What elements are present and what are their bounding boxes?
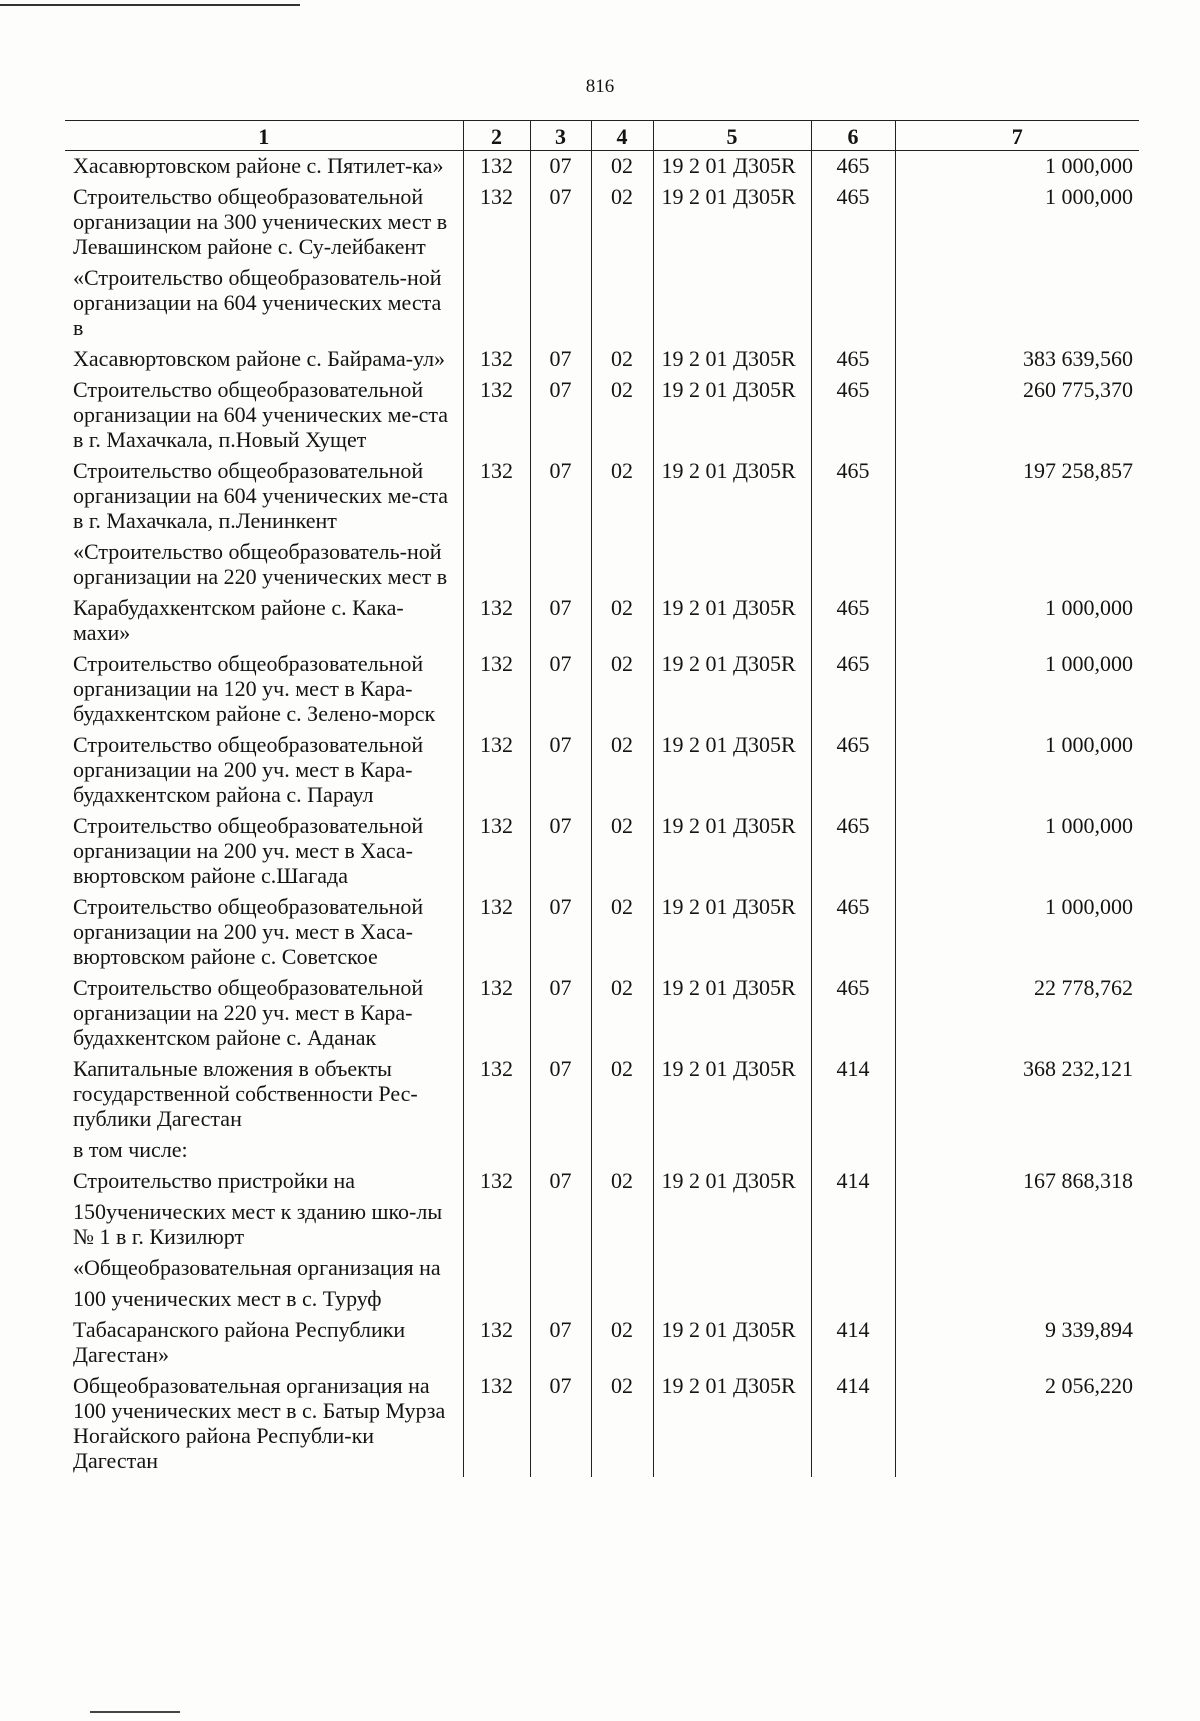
section-cell: 07 (530, 375, 591, 456)
expense-type-cell (811, 1135, 895, 1166)
amount-cell: 1 000,000 (895, 730, 1139, 811)
amount-cell: 1 000,000 (895, 182, 1139, 263)
code-cell: 132 (463, 1315, 530, 1371)
target-article-cell: 19 2 01 Д305R (653, 1315, 811, 1371)
target-article-cell (653, 263, 811, 344)
item-name-cell: Карабудахкентском районе с. Кака-махи» (65, 593, 463, 649)
expense-type-cell: 465 (811, 151, 895, 183)
subsection-cell: 02 (591, 456, 653, 537)
amount-cell: 2 056,220 (895, 1371, 1139, 1477)
code-cell: 132 (463, 649, 530, 730)
table-row (65, 649, 1139, 730)
subsection-cell: 02 (591, 892, 653, 973)
expense-type-cell: 414 (811, 1054, 895, 1135)
code-cell: 132 (463, 344, 530, 375)
subsection-cell: 02 (591, 151, 653, 183)
code-cell: 132 (463, 182, 530, 263)
page-number: 816 (585, 76, 615, 97)
expense-type-cell (811, 1284, 895, 1315)
section-cell (530, 263, 591, 344)
target-article-cell: 19 2 01 Д305R (653, 973, 811, 1054)
amount-cell: 9 339,894 (895, 1315, 1139, 1371)
item-name-cell: в том числе: (65, 1135, 463, 1166)
code-cell: 132 (463, 1054, 530, 1135)
item-name-cell: Строительство пристройки на (65, 1166, 463, 1197)
amount-cell: 22 778,762 (895, 973, 1139, 1054)
item-name-cell: Строительство общеобразовательной организации на 200 уч. мест в Кара-будахкентском района с. Параул (65, 730, 463, 811)
target-article-cell: 19 2 01 Д305R (653, 892, 811, 973)
amount-cell (895, 1253, 1139, 1284)
item-name-cell: Строительство общеобразовательной организации на 220 уч. мест в Кара-будахкентском районе с. Аданак (65, 973, 463, 1054)
section-cell (530, 1135, 591, 1166)
expense-type-cell: 465 (811, 973, 895, 1054)
amount-cell (895, 537, 1139, 593)
subsection-cell (591, 1253, 653, 1284)
table-row (65, 593, 1139, 649)
code-cell: 132 (463, 730, 530, 811)
section-cell: 07 (530, 892, 591, 973)
section-cell: 07 (530, 649, 591, 730)
target-article-cell (653, 1284, 811, 1315)
subsection-cell (591, 537, 653, 593)
table-row (65, 344, 1139, 375)
subsection-cell: 02 (591, 375, 653, 456)
expense-type-cell: 414 (811, 1371, 895, 1477)
amount-cell: 1 000,000 (895, 811, 1139, 892)
item-name-cell: Строительство общеобразовательной организации на 300 ученических мест в Левашинском районе с. Су-лейбакент (65, 182, 463, 263)
subsection-cell (591, 1135, 653, 1166)
subsection-cell: 02 (591, 182, 653, 263)
expense-type-cell (811, 1197, 895, 1253)
section-cell: 07 (530, 811, 591, 892)
target-article-cell (653, 1197, 811, 1253)
target-article-cell: 19 2 01 Д305R (653, 730, 811, 811)
item-name-cell: Строительство общеобразовательной организации на 200 уч. мест в Хаса-вюртовском районе с.Шагада (65, 811, 463, 892)
code-cell (463, 1197, 530, 1253)
table-row (65, 892, 1139, 973)
section-cell: 07 (530, 593, 591, 649)
table-row (65, 973, 1139, 1054)
amount-cell: 167 868,318 (895, 1166, 1139, 1197)
expense-type-cell: 465 (811, 811, 895, 892)
table-row (65, 1315, 1139, 1371)
subsection-cell (591, 1284, 653, 1315)
table-row (65, 263, 1139, 344)
expense-type-cell: 465 (811, 456, 895, 537)
section-cell: 07 (530, 456, 591, 537)
scan-edge-line (90, 1711, 180, 1713)
amount-cell: 260 775,370 (895, 375, 1139, 456)
expense-type-cell (811, 537, 895, 593)
subsection-cell (591, 263, 653, 344)
expense-type-cell: 465 (811, 649, 895, 730)
section-cell: 07 (530, 973, 591, 1054)
section-cell: 07 (530, 1315, 591, 1371)
item-name-cell: Хасавюртовском районе с. Пятилет-ка» (65, 151, 463, 183)
table-row (65, 537, 1139, 593)
expense-type-cell (811, 1253, 895, 1284)
amount-cell (895, 263, 1139, 344)
expense-type-cell: 465 (811, 730, 895, 811)
expense-type-cell: 465 (811, 182, 895, 263)
section-cell (530, 1197, 591, 1253)
section-cell: 07 (530, 151, 591, 183)
target-article-cell (653, 1135, 811, 1166)
code-cell: 132 (463, 151, 530, 183)
table-row (65, 1166, 1139, 1197)
subsection-cell: 02 (591, 649, 653, 730)
section-cell: 07 (530, 344, 591, 375)
subsection-cell: 02 (591, 1054, 653, 1135)
table-row (65, 1284, 1139, 1315)
section-cell: 07 (530, 730, 591, 811)
header-cell: 6 (811, 121, 895, 151)
table-row (65, 375, 1139, 456)
item-name-cell: «Строительство общеобразователь-ной организации на 604 ученических места в (65, 263, 463, 344)
target-article-cell (653, 537, 811, 593)
section-cell: 07 (530, 1054, 591, 1135)
subsection-cell: 02 (591, 973, 653, 1054)
item-name-cell: Капитальные вложения в объекты государственной собственности Рес-публики Дагестан (65, 1054, 463, 1135)
table-row (65, 1135, 1139, 1166)
item-name-cell: Строительство общеобразовательной организации на 120 уч. мест в Кара-будахкентском районе с. Зелено-морск (65, 649, 463, 730)
subsection-cell: 02 (591, 344, 653, 375)
subsection-cell (591, 1197, 653, 1253)
subsection-cell: 02 (591, 1166, 653, 1197)
target-article-cell: 19 2 01 Д305R (653, 456, 811, 537)
table-row (65, 151, 1139, 183)
amount-cell: 1 000,000 (895, 892, 1139, 973)
amount-cell: 1 000,000 (895, 151, 1139, 183)
code-cell: 132 (463, 892, 530, 973)
code-cell: 132 (463, 375, 530, 456)
item-name-cell: «Общеобразовательная организация на (65, 1253, 463, 1284)
subsection-cell: 02 (591, 730, 653, 811)
amount-cell (895, 1284, 1139, 1315)
subsection-cell: 02 (591, 1371, 653, 1477)
header-cell: 5 (653, 121, 811, 151)
target-article-cell: 19 2 01 Д305R (653, 151, 811, 183)
item-name-cell: 150ученических мест к зданию шко-лы № 1 в г. Кизилюрт (65, 1197, 463, 1253)
target-article-cell: 19 2 01 Д305R (653, 1371, 811, 1477)
code-cell (463, 1135, 530, 1166)
table-row (65, 1253, 1139, 1284)
header-cell: 2 (463, 121, 530, 151)
item-name-cell: Общеобразовательная организация на 100 ученических мест в с. Батыр Мурза Ногайского района Республи-ки Дагестан (65, 1371, 463, 1477)
expense-type-cell: 465 (811, 375, 895, 456)
code-cell: 132 (463, 1166, 530, 1197)
table-row (65, 182, 1139, 263)
item-name-cell: Хасавюртовском районе с. Байрама-ул» (65, 344, 463, 375)
item-name-cell: 100 ученических мест в с. Туруф (65, 1284, 463, 1315)
item-name-cell: Строительство общеобразовательной организации на 604 ученических ме-ста в г. Махачкала, п.Новый Хущет (65, 375, 463, 456)
item-name-cell: «Строительство общеобразователь-ной организации на 220 ученических мест в (65, 537, 463, 593)
table-row (65, 1371, 1139, 1477)
code-cell (463, 263, 530, 344)
target-article-cell: 19 2 01 Д305R (653, 344, 811, 375)
target-article-cell: 19 2 01 Д305R (653, 811, 811, 892)
expense-type-cell: 465 (811, 344, 895, 375)
amount-cell: 383 639,560 (895, 344, 1139, 375)
target-article-cell: 19 2 01 Д305R (653, 649, 811, 730)
amount-cell: 368 232,121 (895, 1054, 1139, 1135)
code-cell: 132 (463, 456, 530, 537)
code-cell (463, 1284, 530, 1315)
subsection-cell: 02 (591, 593, 653, 649)
target-article-cell (653, 1253, 811, 1284)
target-article-cell: 19 2 01 Д305R (653, 1054, 811, 1135)
code-cell: 132 (463, 593, 530, 649)
item-name-cell: Строительство общеобразовательной организации на 200 уч. мест в Хаса-вюртовском районе с. Советское (65, 892, 463, 973)
target-article-cell: 19 2 01 Д305R (653, 593, 811, 649)
expense-type-cell: 414 (811, 1315, 895, 1371)
amount-cell: 197 258,857 (895, 456, 1139, 537)
target-article-cell: 19 2 01 Д305R (653, 1166, 811, 1197)
code-cell (463, 1253, 530, 1284)
table-body (65, 151, 1139, 1478)
item-name-cell: Строительство общеобразовательной организации на 604 ученических ме-ста в г. Махачкала, п.Ленинкент (65, 456, 463, 537)
target-article-cell: 19 2 01 Д305R (653, 182, 811, 263)
amount-cell: 1 000,000 (895, 649, 1139, 730)
expense-type-cell: 465 (811, 892, 895, 973)
section-cell: 07 (530, 1166, 591, 1197)
header-cell: 1 (65, 121, 463, 151)
section-cell: 07 (530, 1371, 591, 1477)
scan-edge-line (0, 4, 300, 6)
expense-type-cell: 414 (811, 1166, 895, 1197)
code-cell: 132 (463, 1371, 530, 1477)
header-cell: 4 (591, 121, 653, 151)
table-row (65, 1054, 1139, 1135)
budget-table (65, 120, 1139, 1477)
expense-type-cell (811, 263, 895, 344)
code-cell (463, 537, 530, 593)
section-cell (530, 537, 591, 593)
table-row (65, 1197, 1139, 1253)
amount-cell (895, 1197, 1139, 1253)
code-cell: 132 (463, 811, 530, 892)
section-cell (530, 1284, 591, 1315)
subsection-cell: 02 (591, 811, 653, 892)
header-cell: 7 (895, 121, 1139, 151)
target-article-cell: 19 2 01 Д305R (653, 375, 811, 456)
header-row (65, 121, 1139, 151)
section-cell (530, 1253, 591, 1284)
amount-cell: 1 000,000 (895, 593, 1139, 649)
header-cell: 3 (530, 121, 591, 151)
subsection-cell: 02 (591, 1315, 653, 1371)
code-cell: 132 (463, 973, 530, 1054)
section-cell: 07 (530, 182, 591, 263)
table-row (65, 730, 1139, 811)
item-name-cell: Табасаранского района Республики Дагестан» (65, 1315, 463, 1371)
table-row (65, 456, 1139, 537)
expense-type-cell: 465 (811, 593, 895, 649)
table-row (65, 811, 1139, 892)
amount-cell (895, 1135, 1139, 1166)
